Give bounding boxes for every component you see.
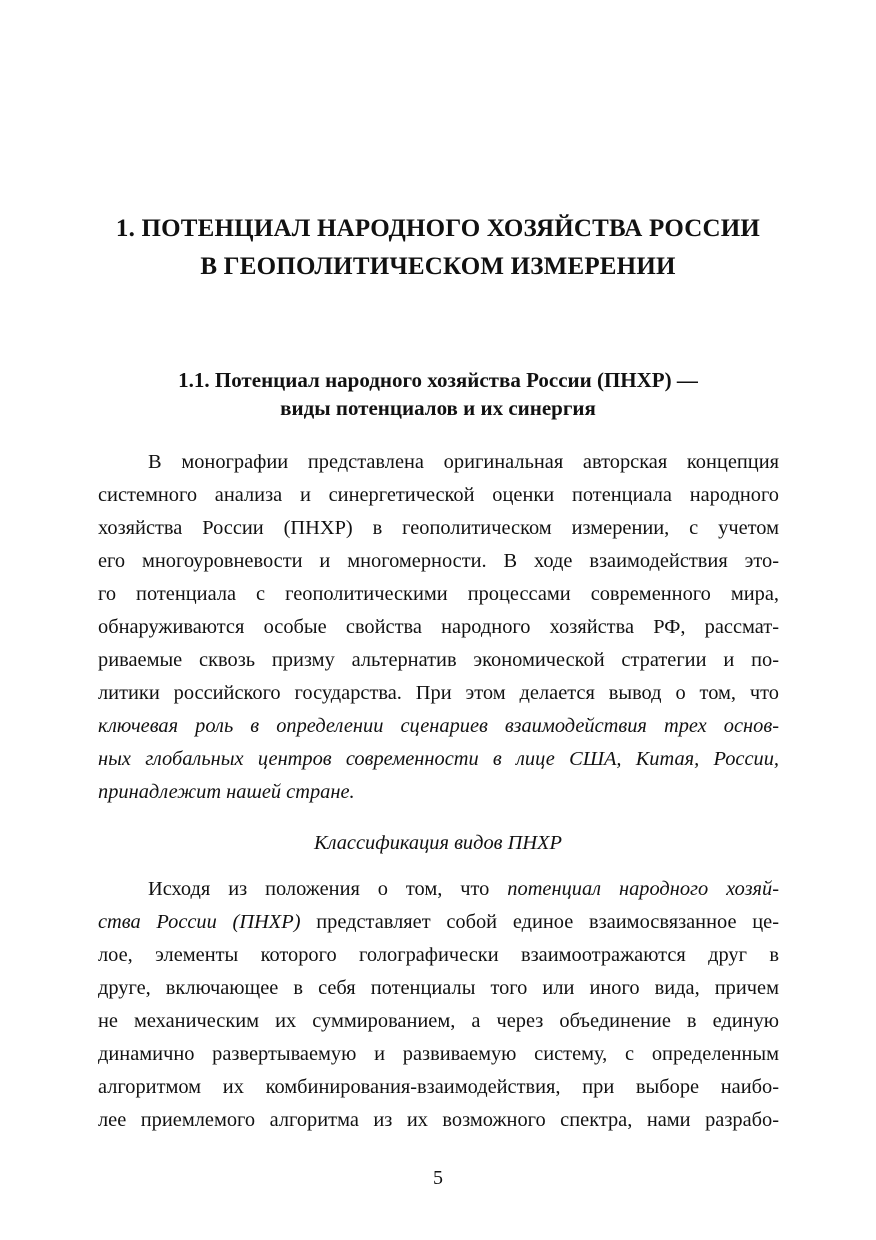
paragraph-2-italic-term: потенциал народного хозяй- <box>507 878 779 900</box>
paragraph-1-line-italic: ных глобальных центров современности в лице США, Китая, России, <box>98 748 779 770</box>
paragraph-2-line: алгоритмом их комбинирования-взаимодействия, при выборе наибо- <box>98 1076 779 1098</box>
paragraph-1-line: литики российского государства. При этом делается вывод о том, что <box>98 682 779 704</box>
paragraph-2-text: Исходя из положения о том, что <box>148 878 508 900</box>
paragraph-1-line-italic: ключевая роль в определении сценариев взаимодействия трех основ- <box>98 715 779 737</box>
paragraph-2-line <box>98 909 779 935</box>
paragraph-2-line: не механическим их суммированием, а через объединение в единую <box>98 1010 779 1032</box>
paragraph-1-line: риваемые сквозь призму альтернатив экономической стратегии и по- <box>98 649 779 671</box>
chapter-title-line-1: 1. ПОТЕНЦИАЛ НАРОДНОГО ХОЗЯЙСТВА РОССИИ <box>115 215 761 242</box>
paragraph-1-line: обнаруживаются особые свойства народного хозяйства РФ, рассмат- <box>98 616 779 638</box>
paragraph-1-line: его многоуровневости и многомерности. В ходе взаимодействия это- <box>98 550 779 572</box>
paragraph-2-italic-term: ства России (ПНХР) <box>98 911 301 933</box>
paragraph-2-line <box>148 876 779 902</box>
paragraph-1-line: системного анализа и синергетической оценки потенциала народного <box>98 484 779 506</box>
paragraph-2-line: лое, элементы которого голографически взаимоотражаются друг в <box>98 944 779 966</box>
paragraph-2-line: лее приемлемого алгоритма из их возможного спектра, нами разрабо- <box>98 1109 779 1131</box>
page-number: 5 <box>433 1167 443 1189</box>
paragraph-1-line-italic: принадлежит нашей стране. <box>98 781 355 803</box>
paragraph-2-text: представляет собой единое взаимосвязанное це- <box>300 911 779 933</box>
subheading: Классификация видов ПНХР <box>314 832 562 854</box>
paragraph-1-line: го потенциала с геополитическими процессами современного мира, <box>98 583 779 605</box>
paragraph-2-line: динамично развертываемую и развиваемую систему, с определенным <box>98 1043 779 1065</box>
paragraph-1-line: В монографии представлена оригинальная авторская концепция <box>148 451 779 473</box>
section-title <box>60 366 816 422</box>
section-title-line-2: виды потенциалов и их синергия <box>280 396 596 420</box>
chapter-title-line-2: В ГЕОПОЛИТИЧЕСКОМ ИЗМЕРЕНИИ <box>200 253 676 280</box>
section-title-line-1: 1.1. Потенциал народного хозяйства России (ПНХР) — <box>178 368 698 392</box>
paragraph-1-line: хозяйства России (ПНХР) в геополитическом измерении, с учетом <box>98 517 779 539</box>
chapter-title <box>60 210 816 286</box>
paragraph-2-line: друге, включающее в себя потенциалы того или иного вида, причем <box>98 977 779 999</box>
